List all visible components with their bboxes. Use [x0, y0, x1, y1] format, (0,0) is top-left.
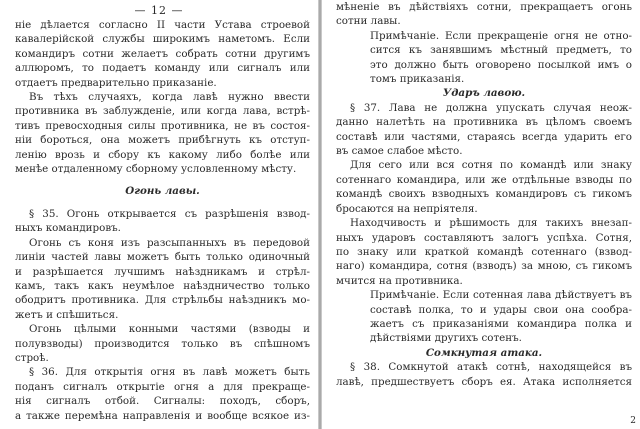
text-line: сотеннаго командира, или же отдѣльные взводы по [336, 173, 632, 186]
spacer [15, 176, 310, 184]
text-line: линіи частей лавы можетъ быть только одиночный [15, 251, 310, 264]
text-line: ободритъ противника. Для стрѣльбы наѣздникъ мо- [15, 294, 310, 307]
right-page [322, 0, 640, 429]
text-line: ныхъ командировъ. [15, 222, 121, 235]
text-line: поданъ сигналъ открытіе огня а для прекраще- [15, 380, 310, 393]
text-line: командиръ сотни желаетъ собрать сотни другимъ [15, 47, 310, 60]
text-line: Огонь цѣлыми конными частями (взводы и [29, 323, 310, 336]
text-line: томъ приказанія. [370, 73, 465, 86]
text-line: отдаетъ предварительно приказаніе. [15, 76, 217, 89]
spacer [15, 199, 310, 207]
text-line: а также перемѣна направленія и вообще всякое из- [15, 409, 310, 422]
text-line: мѣненіе въ дѣйствіяхъ сотни, прекращаетъ огонь [336, 1, 632, 13]
text-line: это должно быть оговорено посылкой имъ о [370, 58, 632, 71]
left-page-text [15, 18, 310, 423]
text-line: бросаются на непріятеля. [336, 202, 478, 215]
text-line: нія сигналъ отбой. Сигналы: походъ, сборъ, [15, 395, 310, 408]
text-line: и разрѣшается лучшимъ наѣздникамъ и стрѣл- [15, 265, 310, 278]
left-page [0, 0, 318, 429]
text-line: менѣе отдаленному сборному условленному мѣсту. [15, 163, 297, 176]
text-line: въ самое слабое мѣсто. [336, 145, 463, 158]
text-line: наго) командира, сотня (взводъ) за мною, съ гикомъ [336, 260, 632, 273]
text-line: полувзводы) производится только въ спѣшномъ [15, 337, 310, 350]
text-line: сотни лавы. [336, 15, 401, 28]
text-line: жетъ и спѣшиться. [15, 308, 119, 321]
text-line: Огонь съ коня изъ разсыпанныхъ въ передовой [29, 236, 310, 249]
text-line: Примѣчаніе. Если сотенная лава дѣйствуетъ въ [370, 289, 632, 302]
text-line: Въ тѣхъ случаяхъ, когда лавѣ нужно ввести [29, 91, 310, 104]
text-line: ленію врозь и сбору къ какому либо болѣе или [15, 148, 310, 161]
text-line: камъ, такъ какъ неумѣлое наѣздничество только [15, 279, 310, 292]
text-line: дѣйствіями другихъ сотенъ. [370, 332, 522, 345]
text-line: ніи бороться, она можетъ прибѣгнуть къ отступ- [15, 134, 310, 147]
text-line: составѣ полка, то и удары свои она сообра- [370, 303, 632, 316]
text-line: строѣ. [15, 351, 49, 364]
text-line: § 37. Лава не должна упускать случая неож- [350, 101, 632, 114]
text-line: кавалерійской службы широкимъ наметомъ. Если [15, 33, 310, 46]
right-corner-mark: 2 [630, 416, 636, 426]
text-line: составѣ или частями, стараясь всегда ударить его [336, 130, 632, 143]
text-line: § 36. Для открытія огня въ лавѣ можетъ быть [29, 366, 310, 379]
text-line: лавѣ, предшествуетъ сборъ ея. Атака исполняется [336, 375, 632, 388]
text-line: § 35. Огонь открывается съ разрѣшенія взвод- [29, 207, 310, 220]
right-page-text [336, 0, 632, 389]
text-line: ныхъ ударовъ составляютъ залогъ успѣха. Сотня, [336, 231, 632, 244]
text-line: данно налетѣть на противника въ цѣломъ своемъ [336, 116, 632, 129]
text-line: Находчивость и рѣшимость для такихъ внезап- [350, 217, 632, 230]
text-line: § 38. Сомкнутой атакѣ сотнѣ, находящейся въ [350, 361, 632, 374]
text-line: по знаку или краткой командѣ сотеннаго (взвод- [336, 245, 632, 258]
left-page-number: — 12 — [134, 4, 184, 17]
section-heading: Огонь лавы. [125, 185, 200, 198]
text-line: мчится на противника. [336, 274, 463, 287]
text-line: сится къ занявшимъ мѣстный предметъ, то [370, 44, 632, 57]
text-line: тивъ превосходныя силы противника, не въ состоя- [15, 119, 310, 132]
text-line: Примѣчаніе. Если прекращеніе огня не отно- [370, 29, 632, 42]
text-line: противника въ заблужденіе, или когда лава, встрѣ- [15, 105, 310, 118]
text-line: аллюромъ, то подаетъ команду или сигналъ или [15, 62, 310, 75]
section-heading: Ударъ лавою. [442, 87, 526, 100]
text-line: командѣ своихъ взводныхъ командировъ съ гикомъ [336, 188, 632, 201]
section-heading: Сомкнутая атака. [425, 346, 543, 359]
text-line: ніе дѣлается согласно II части Устава строевой [15, 19, 310, 31]
text-line: Для сего или вся сотня по командѣ или знаку [350, 159, 632, 172]
text-line: жаетъ съ приказаніями командира полка и [370, 317, 632, 330]
